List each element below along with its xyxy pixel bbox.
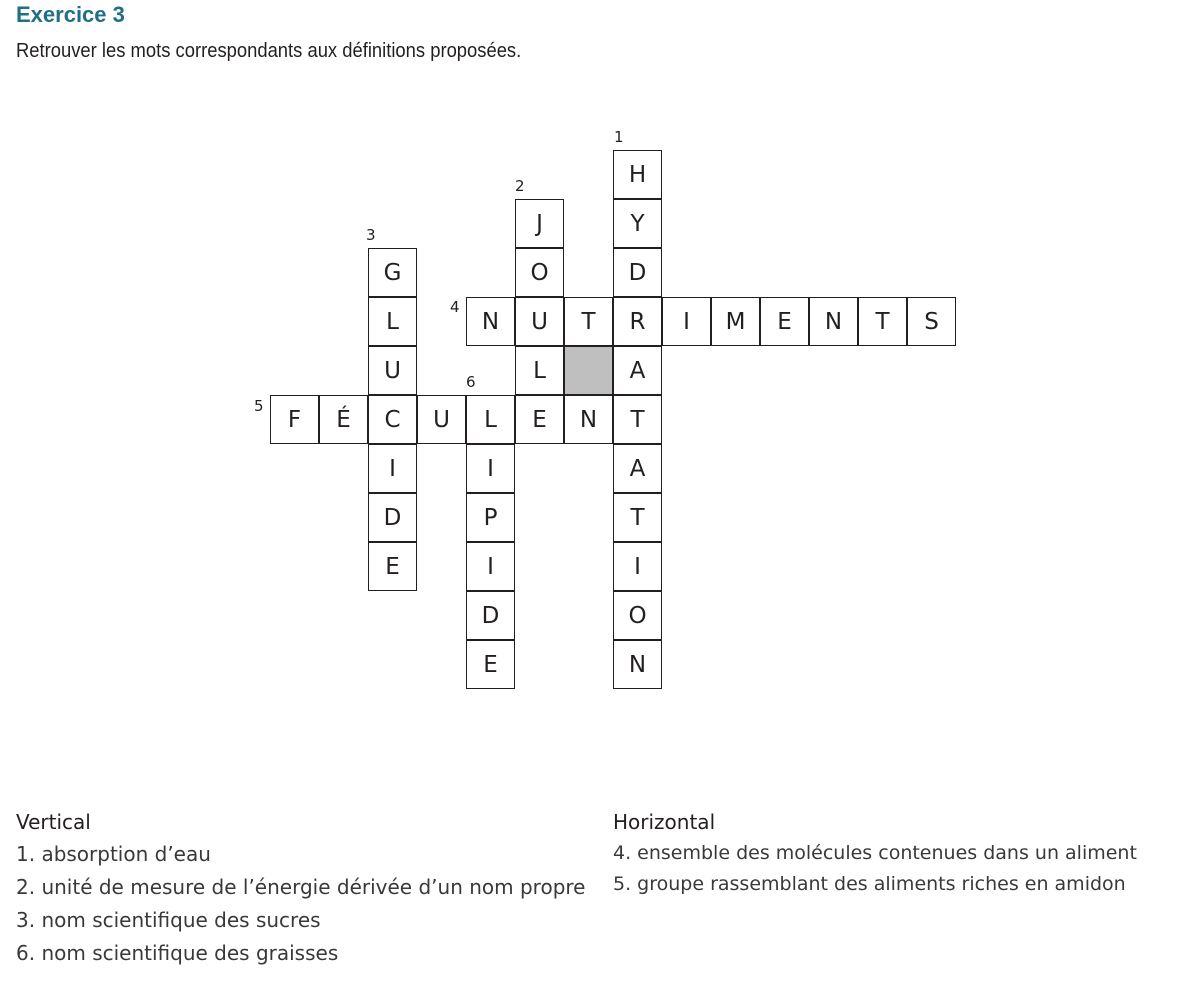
crossword-cell[interactable]: É xyxy=(319,395,368,444)
crossword-cell[interactable]: L xyxy=(466,395,515,444)
crossword-cell[interactable]: S xyxy=(907,297,956,346)
crossword-cell[interactable]: N xyxy=(466,297,515,346)
crossword-cell[interactable]: H xyxy=(613,150,662,199)
clue-number-4: 4 xyxy=(450,298,460,316)
crossword-cell[interactable]: D xyxy=(466,591,515,640)
exercise-instruction: Retrouver les mots correspondants aux définitions proposées. xyxy=(16,40,522,62)
exercise-title: Exercice 3 xyxy=(16,2,125,27)
crossword-cell[interactable]: E xyxy=(760,297,809,346)
vertical-heading: Vertical xyxy=(16,810,91,834)
horizontal-clues xyxy=(613,810,1137,904)
crossword-cell[interactable]: J xyxy=(515,199,564,248)
crossword-cell[interactable]: O xyxy=(613,591,662,640)
clue-item: 4. ensemble des molécules contenues dans un aliment xyxy=(613,842,1137,864)
crossword-cell[interactable]: D xyxy=(613,248,662,297)
crossword-cell[interactable]: I xyxy=(466,542,515,591)
crossword-cell[interactable]: R xyxy=(613,297,662,346)
crossword-cell[interactable]: T xyxy=(613,493,662,542)
clue-item: 1. absorption d’eau xyxy=(16,842,211,866)
shaded-cell xyxy=(564,346,613,395)
crossword-cell[interactable]: U xyxy=(515,297,564,346)
crossword-cell[interactable]: F xyxy=(270,395,319,444)
crossword-cell[interactable]: A xyxy=(613,444,662,493)
crossword-cell[interactable]: N xyxy=(809,297,858,346)
crossword-cell[interactable]: T xyxy=(858,297,907,346)
crossword-cell[interactable]: L xyxy=(368,297,417,346)
crossword-cell[interactable]: T xyxy=(564,297,613,346)
crossword-cell[interactable]: E xyxy=(515,395,564,444)
crossword-cell[interactable]: U xyxy=(368,346,417,395)
crossword-cell[interactable]: M xyxy=(711,297,760,346)
crossword-cell[interactable]: G xyxy=(368,248,417,297)
crossword-cell[interactable]: U xyxy=(417,395,466,444)
crossword-cell[interactable]: O xyxy=(515,248,564,297)
crossword-cell[interactable]: I xyxy=(466,444,515,493)
clue-number-6: 6 xyxy=(466,373,476,391)
horizontal-heading: Horizontal xyxy=(613,810,716,834)
crossword-cell[interactable]: L xyxy=(515,346,564,395)
crossword-cell[interactable]: Y xyxy=(613,199,662,248)
crossword-cell[interactable]: I xyxy=(662,297,711,346)
crossword-cell[interactable]: D xyxy=(368,493,417,542)
crossword-cell[interactable]: E xyxy=(368,542,417,591)
clue-item: 5. groupe rassemblant des aliments riches en amidon xyxy=(613,873,1126,895)
clue-number-1: 1 xyxy=(614,128,624,146)
vertical-clues xyxy=(16,810,585,974)
clue-item: 2. unité de mesure de l’énergie dérivée d’un nom propre xyxy=(16,875,586,899)
crossword-cell[interactable]: I xyxy=(613,542,662,591)
crossword-cell[interactable]: N xyxy=(613,640,662,689)
clue-number-2: 2 xyxy=(515,177,525,195)
crossword-cell[interactable]: N xyxy=(564,395,613,444)
clue-number-5: 5 xyxy=(254,397,264,415)
clue-item: 3. nom scientifique des sucres xyxy=(16,908,321,932)
clue-item: 6. nom scientifique des graisses xyxy=(16,941,339,965)
crossword-cell[interactable]: P xyxy=(466,493,515,542)
crossword-cell[interactable]: T xyxy=(613,395,662,444)
clue-number-3: 3 xyxy=(366,226,376,244)
crossword-cell[interactable]: E xyxy=(466,640,515,689)
crossword-cell[interactable]: C xyxy=(368,395,417,444)
crossword-cell[interactable]: I xyxy=(368,444,417,493)
crossword-cell[interactable]: A xyxy=(613,346,662,395)
